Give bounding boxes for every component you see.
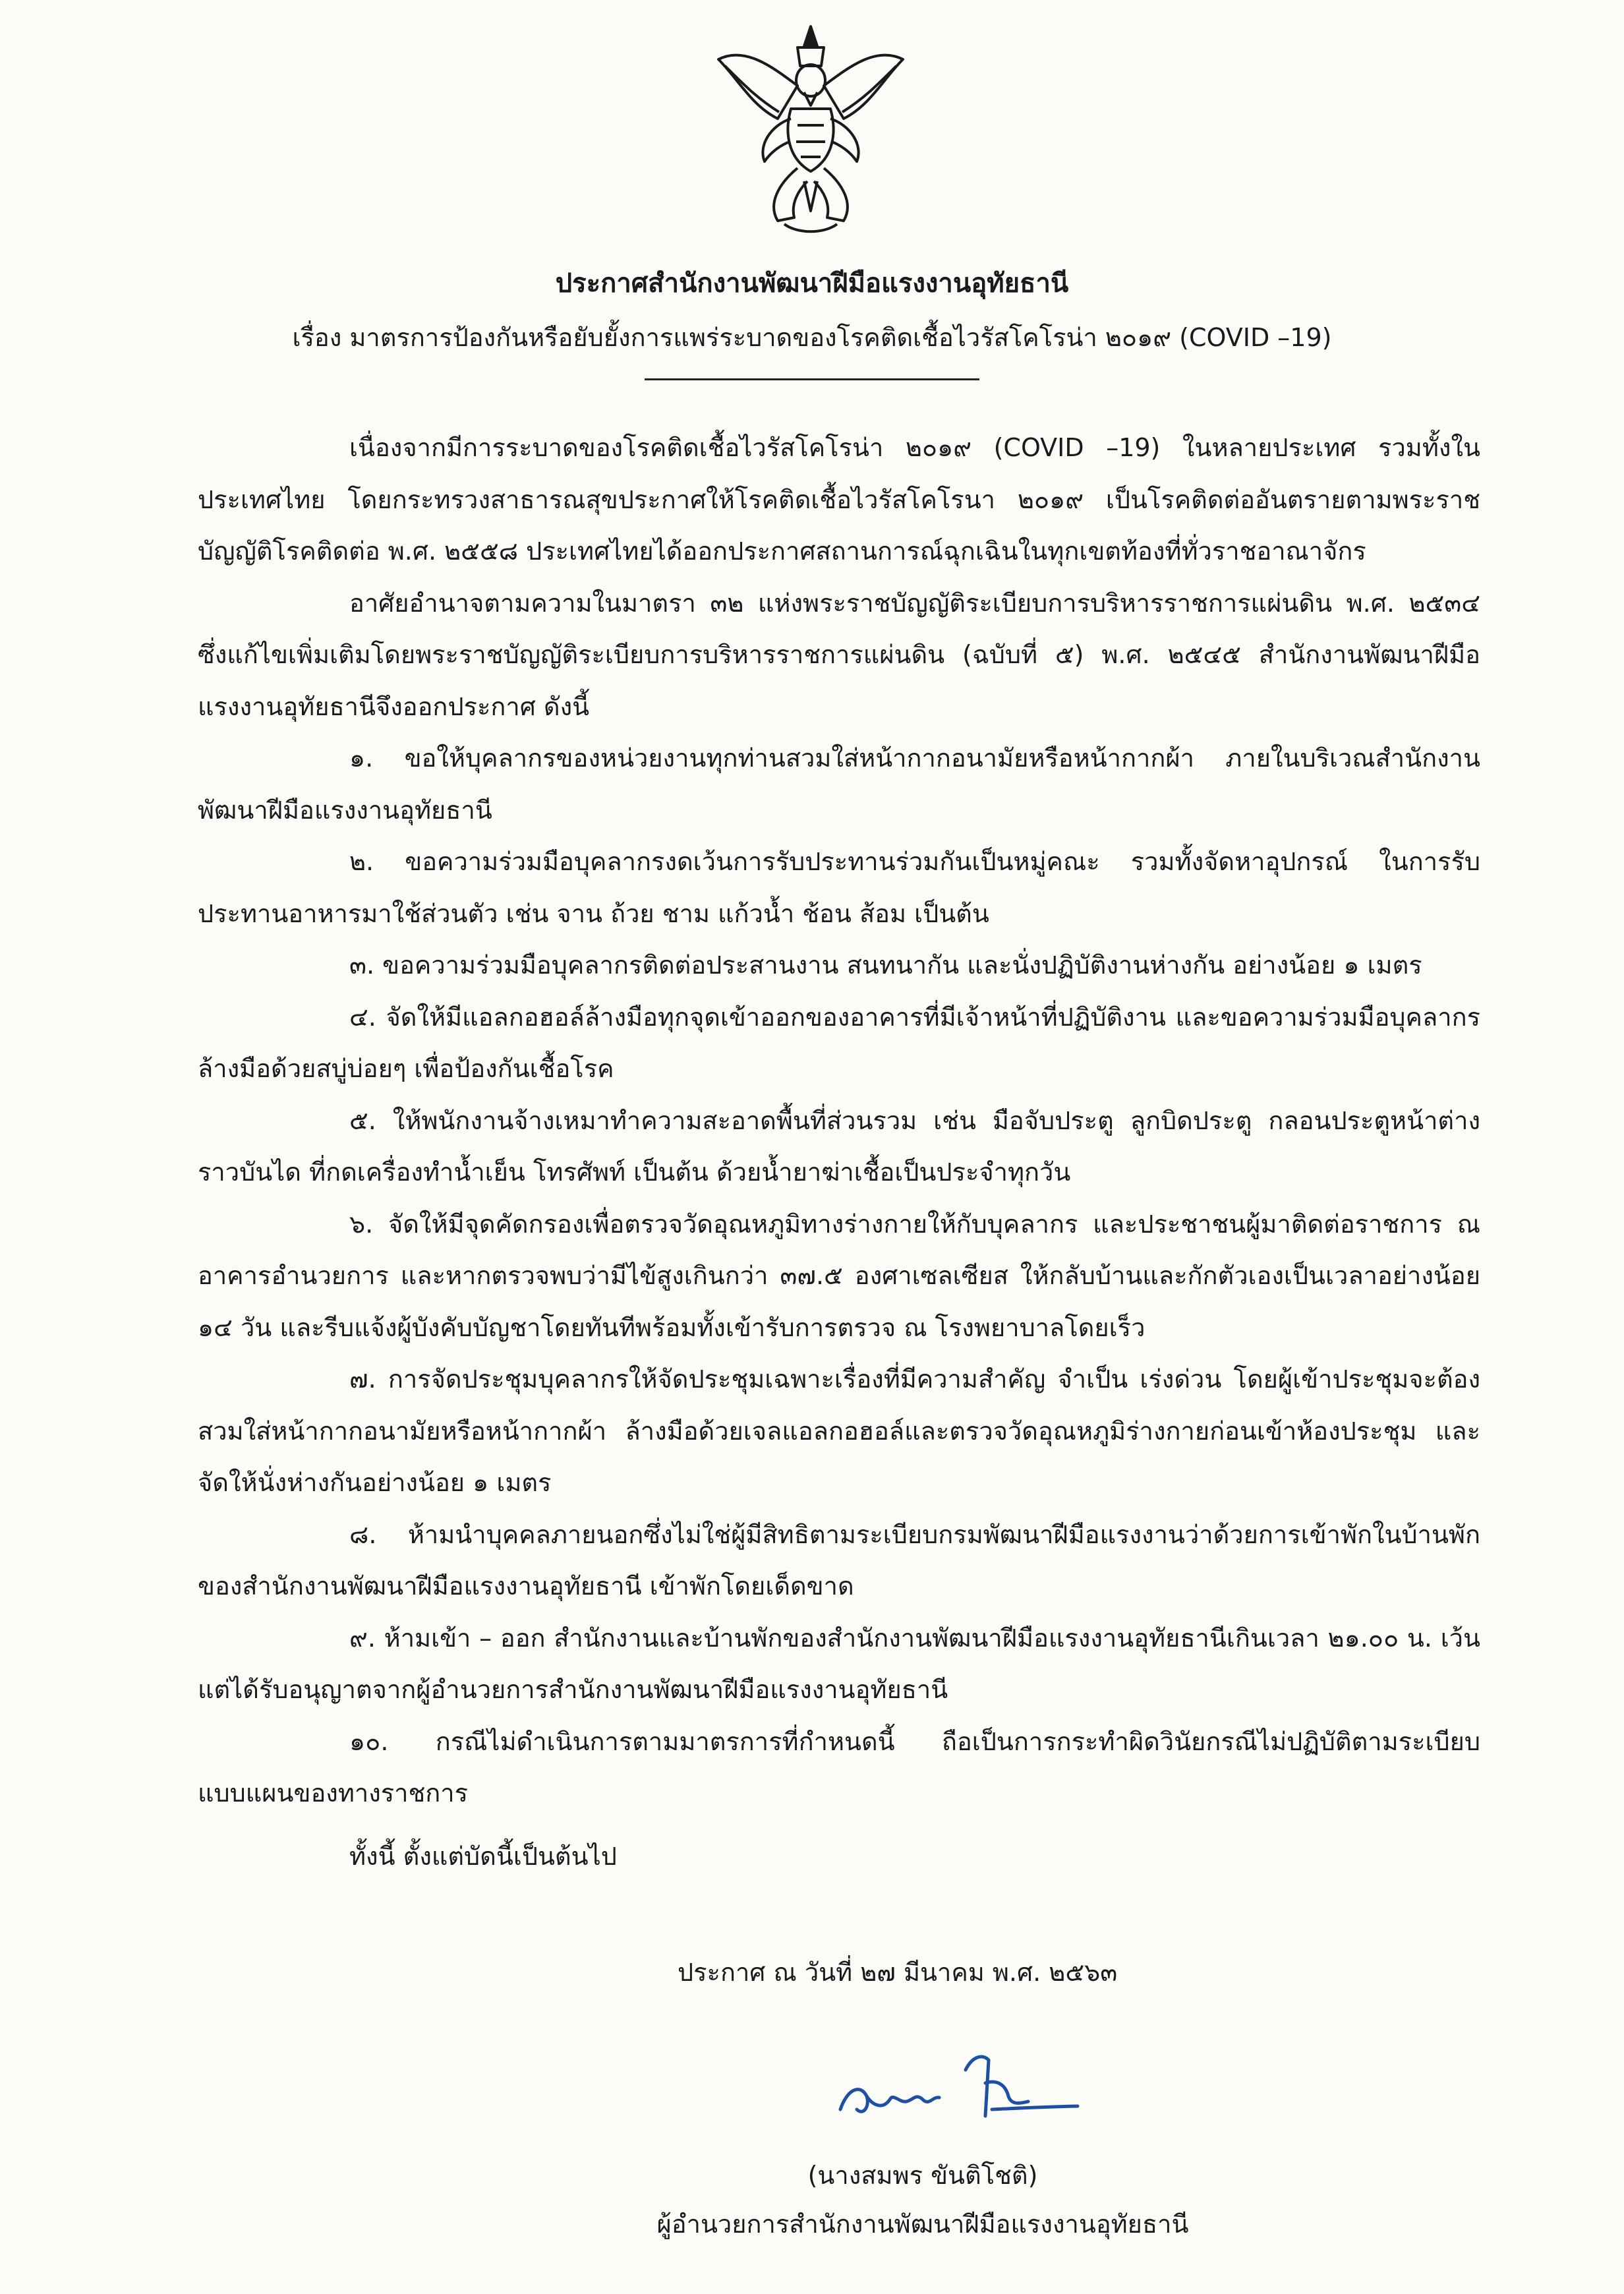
measure-item: ๒. ขอความร่วมมือบุคลากรงดเว้นการรับประทานร่วมกันเป็นหมู่คณะ รวมทั้งจัดหาอุปกรณ์ ในการรับประทานอาหารมาใช้ส่วนตัว เช่น จาน ถ้วย ชาม แก้วน้ำ ช้อน ส้อม เป็นต้น — [198, 847, 1480, 928]
measure-item: ๖. จัดให้มีจุดคัดกรองเพื่อตรวจวัดอุณหภูมิทางร่างกายให้กับบุคลากร และประชาชนผู้มาติดต่อราชการ ณ อาคารอำนวยการ และหากตรวจพบว่ามีไข้สูงเกินกว่า ๓๗.๕ องศาเซลเซียส ให้กลับบ้านและกักตัวเองเป็นเวลาอย่างน้อย ๑๔ วัน และรีบแจ้งผู้บังคับบัญชาโดยทันทีพร้อมทั้งเข้ารับการตรวจ ณ โรงพยาบาลโดยเร็ว — [198, 1209, 1480, 1342]
handwritten-signature — [834, 2044, 1084, 2136]
measure-item: ๓. ขอความร่วมมือบุคลากรติดต่อประสานงาน สนทนากัน และนั่งปฏิบัติงานห่างกัน อย่างน้อย ๑ เมตร — [349, 951, 1422, 980]
measure-item: ๑๐. กรณีไม่ดำเนินการตามมาตรการที่กำหนดนี้ ถือเป็นการกระทำผิดวินัยกรณีไม่ปฏิบัติตามระเบียบแบบแผนของทางราชการ — [198, 1726, 1480, 1808]
measure-item: ๑. ขอให้บุคลากรของหน่วยงานทุกท่านสวมใส่หน้ากากอนามัยหรือหน้ากากผ้า ภายในบริเวณสำนักงานพัฒนาฝีมือแรงงานอุทัยธานี — [198, 744, 1480, 825]
measure-item: ๕. ให้พนักงานจ้างเหมาทำความสะอาดพื้นที่ส่วนรวม เช่น มือจับประตู ลูกบิดประตู กลอนประตูหน้าต่าง ราวบันได ที่กดเครื่องทำน้ำเย็น โทรศัพท์ เป็นต้น ด้วยน้ำยาฆ่าเชื้อเป็นประจำทุกวัน — [198, 1105, 1480, 1187]
body-paragraph: อาศัยอำนาจตามความในมาตรา ๓๒ แห่งพระราชบัญญัติระเบียบการบริหารราชการแผ่นดิน พ.ศ. ๒๕๓๔ ซึ่งแก้ไขเพิ่มเติมโดยพระราชบัญญัติระเบียบการบริหารราชการแผ่นดิน (ฉบับที่ ๕) พ.ศ. ๒๕๔๕ สำนักงานพัฒนาฝีมือแรงงานอุทัยธานีจึงออกประกาศ ดังนี้ — [198, 588, 1480, 721]
measure-item: ๗. การจัดประชุมบุคลากรให้จัดประชุมเฉพาะเรื่องที่มีความสำคัญ จำเป็น เร่งด่วน โดยผู้เข้าประชุมจะต้องสวมใส่หน้ากากอนามัยหรือหน้ากากผ้า ล้างมือด้วยเจลแอลกอฮอล์และตรวจวัดอุณหภูมิร่างกายก่อนเข้าห้องประชุม และจัดให้นั่งห่างกันอย่างน้อย ๑ เมตร — [198, 1365, 1480, 1497]
body-paragraph: เนื่องจากมีการระบาดของโรคติดเชื้อไวรัสโคโรน่า ๒๐๑๙ (COVID –19) ในหลายประเทศ รวมทั้งในประเทศไทย โดยกระทรวงสาธารณสุขประกาศให้โรคติดเชื้อไวรัสโคโรนา ๒๐๑๙ เป็นโรคติดต่ออันตรายตามพระราชบัญญัติโรคติดต่อ พ.ศ. ๒๕๕๘ ประเทศไทยได้ออกประกาศสถานการณ์ฉุกเฉินในทุกเขตท้องที่ทั่วราชอาณาจักร — [198, 433, 1480, 566]
measure-item: ๔. จัดให้มีแอลกอฮอล์ล้างมือทุกจุดเข้าออกของอาคารที่มีเจ้าหน้าที่ปฏิบัติงาน และขอความร่วมมือบุคลากรล้างมือด้วยสบู่บ่อยๆ เพื่อป้องกันเชื้อโรค — [198, 1002, 1480, 1083]
title-divider — [645, 378, 979, 380]
measure-item: ๙. ห้ามเข้า – ออก สำนักงานและบ้านพักของสำนักงานพัฒนาฝีมือแรงงานอุทัยธานีเกินเวลา ๒๑.๐๐ น. เว้นแต่ได้รับอนุญาตจากผู้อำนวยการสำนักงานพัฒนาฝีมือแรงงานอุทัยธานี — [198, 1623, 1480, 1704]
signer-position: ผู้อำนวยการสำนักงานพัฒนาฝีมือแรงงานอุทัยธานี — [656, 2210, 1189, 2239]
closing-statement: ทั้งนี้ ตั้งแต่บัดนี้เป็นต้นไป — [349, 1842, 617, 1871]
measure-item: ๘. ห้ามนำบุคคลภายนอกซึ่งไม่ใช่ผู้มีสิทธิตามระเบียบกรมพัฒนาฝีมือแรงงานว่าด้วยการเข้าพักในบ้านพักของสำนักงานพัฒนาฝีมือแรงงานอุทัยธานี เข้าพักโดยเด็ดขาด — [198, 1519, 1480, 1601]
announcement-date: ประกาศ ณ วันที่ ๒๗ มีนาคม พ.ศ. ๒๕๖๓ — [678, 1958, 1118, 1987]
garuda-emblem-icon — [705, 20, 916, 237]
signer-name: (นางสมพร ขันติโชติ) — [807, 2161, 1038, 2190]
announcement-body — [198, 422, 1480, 1819]
announcement-subject: เรื่อง มาตรการป้องกันหรือยับยั้งการแพร่ระบาดของโรคติดเชื้อไวรัสโคโรน่า ๒๐๑๙ (COVID –19) — [292, 323, 1332, 352]
announcement-title: ประกาศสำนักงานพัฒนาฝีมือแรงงานอุทัยธานี — [555, 268, 1069, 299]
